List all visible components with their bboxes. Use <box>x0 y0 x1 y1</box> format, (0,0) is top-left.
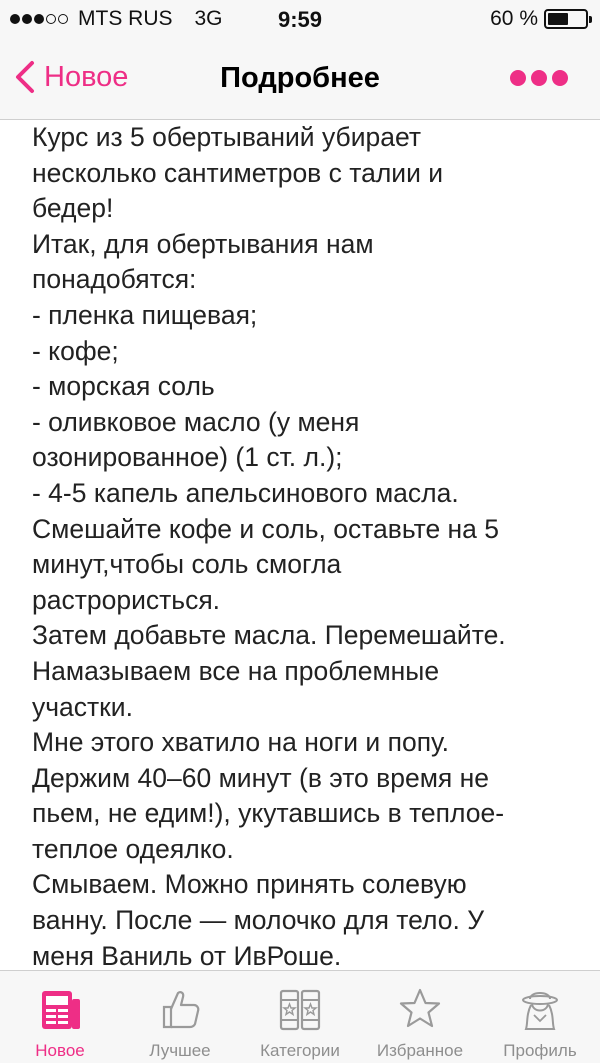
article-line: бедер! <box>32 193 114 224</box>
tab-best[interactable] <box>120 971 240 1064</box>
article-line: теплое одеялко. <box>32 833 234 864</box>
tab-favorites[interactable] <box>360 971 480 1064</box>
article-line: - кофе; <box>32 335 119 366</box>
page-title: Подробнее <box>220 62 380 94</box>
article-line: - оливковое масло (у меня <box>32 406 360 437</box>
article-body <box>32 120 577 970</box>
back-button-label: Новое <box>44 60 129 93</box>
article-line: Намазываем все на проблемные <box>32 655 440 686</box>
article-line: - морская соль <box>32 371 215 402</box>
tab-categories-label: Категории <box>260 1041 340 1060</box>
status-bar <box>0 0 600 40</box>
article-line: несколько сантиметров с талии и <box>32 157 444 188</box>
article-line: ванну. После — молочко для тело. У <box>32 905 485 936</box>
tab-bar <box>0 970 600 1063</box>
status-right <box>490 7 588 31</box>
more-dots-icon[interactable] <box>505 70 568 86</box>
star-icon <box>396 985 444 1033</box>
battery-icon <box>544 9 588 29</box>
article-line: Затем добавьте масла. Перемешайте. <box>32 620 506 651</box>
carrier-name: MTS RUS <box>78 7 173 30</box>
article-line: Держим 40–60 минут (в это время не <box>32 762 489 793</box>
tab-categories[interactable] <box>240 971 360 1064</box>
network-type: 3G <box>194 7 223 30</box>
article-line: растрористься. <box>32 584 221 615</box>
categories-icon <box>276 985 324 1033</box>
article-line: Итак, для обертывания нам <box>32 228 374 259</box>
newspaper-icon <box>36 985 84 1033</box>
article-line: пьем, не едим!), укутавшись в теплое- <box>32 798 505 829</box>
article-line: Мне этого хватило на ноги и попу. <box>32 727 449 758</box>
tab-profile-label: Профиль <box>503 1041 577 1060</box>
article-line: Смываем. Можно принять солевую <box>32 869 467 900</box>
tab-profile[interactable] <box>480 971 600 1064</box>
thumbs-up-icon <box>156 985 204 1033</box>
article-line: участки. <box>32 691 133 722</box>
tab-favorites-label: Избранное <box>376 1041 464 1060</box>
navigation-bar <box>0 40 600 120</box>
article-line: - пленка пищевая; <box>32 299 258 330</box>
tab-new[interactable] <box>0 971 120 1064</box>
profile-icon <box>516 985 564 1033</box>
article-line: меня Ваниль от ИвРоше. <box>32 940 342 970</box>
article-line: минут,чтобы соль смогла <box>32 549 342 580</box>
status-time: 9:59 <box>277 7 323 32</box>
battery-percent: 60 % <box>490 7 538 30</box>
article-line: Смешайте кофе и соль, оставьте на 5 <box>32 513 500 544</box>
tab-new-label: Новое <box>35 1041 85 1060</box>
article-line: озонированное) (1 ст. л.); <box>32 442 343 473</box>
article-line: - 4-5 капель апельсинового масла. <box>32 477 459 508</box>
article-line: понадобятся: <box>32 264 197 295</box>
article-line: Курс из 5 обертываний убирает <box>32 122 421 152</box>
tab-best-label: Лучшее <box>149 1041 211 1060</box>
